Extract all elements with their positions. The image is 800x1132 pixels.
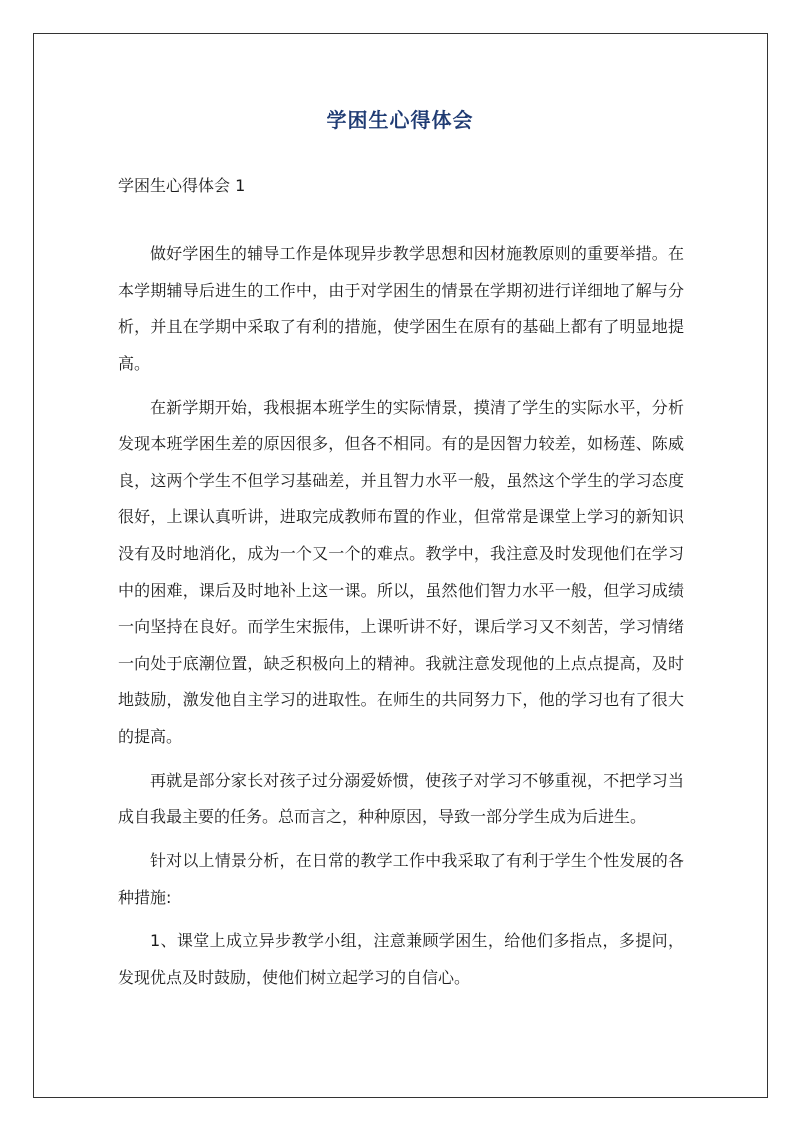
paragraph: 1、课堂上成立异步教学小组，注意兼顾学困生，给他们多指点，多提问，发现优点及时鼓励，使他们树立起学习的自信心。 (118, 931, 684, 988)
section-heading: 学困生心得体会 1 (118, 176, 246, 195)
document-title: 学困生心得体会 (326, 108, 474, 132)
paragraph: 做好学困生的辅导工作是体现异步教学思想和因材施教原则的重要举措。在本学期辅导后进生的工作中，由于对学困生的情景在学期初进行详细地了解与分析，并且在学期中采取了有利的措施，使学困生在原有的基础上都有了明显地提高。 (118, 244, 684, 373)
paragraph: 在新学期开始，我根据本班学生的实际情景，摸清了学生的实际水平，分析发现本班学困生差的原因很多，但各不相同。有的是因智力较差，如杨莲、陈威良，这两个学生不但学习基础差，并且智力水平一般，虽然这个学生的学习态度很好，上课认真听讲，进取完成教师布置的作业，但常常是课堂上学习的新知识没有及时地消化，成为一个又一个的难点。教学中，我注意及时发现他们在学习中的困难，课后及时地补上这一课。所以，虽然他们智力水平一般，但学习成绩一向坚持在良好。而学生宋振伟，上课听讲不好，课后学习又不刻苦，学习情绪一向处于底潮位置，缺乏积极向上的精神。我就注意发现他的上点点提高，及时地鼓励，激发他自主学习的进取性。在师生的共同努力下，他的学习也有了很大的提高。 (118, 397, 684, 746)
document-body (118, 236, 684, 1004)
paragraph: 针对以上情景分析，在日常的教学工作中我采取了有利于学生个性发展的各种措施: (118, 851, 684, 907)
paragraph: 再就是部分家长对孩子过分溺爱娇惯，使孩子对学习不够重视，不把学习当成自我最主要的任务。总而言之，种种原因，导致一部分学生成为后进生。 (118, 770, 684, 827)
